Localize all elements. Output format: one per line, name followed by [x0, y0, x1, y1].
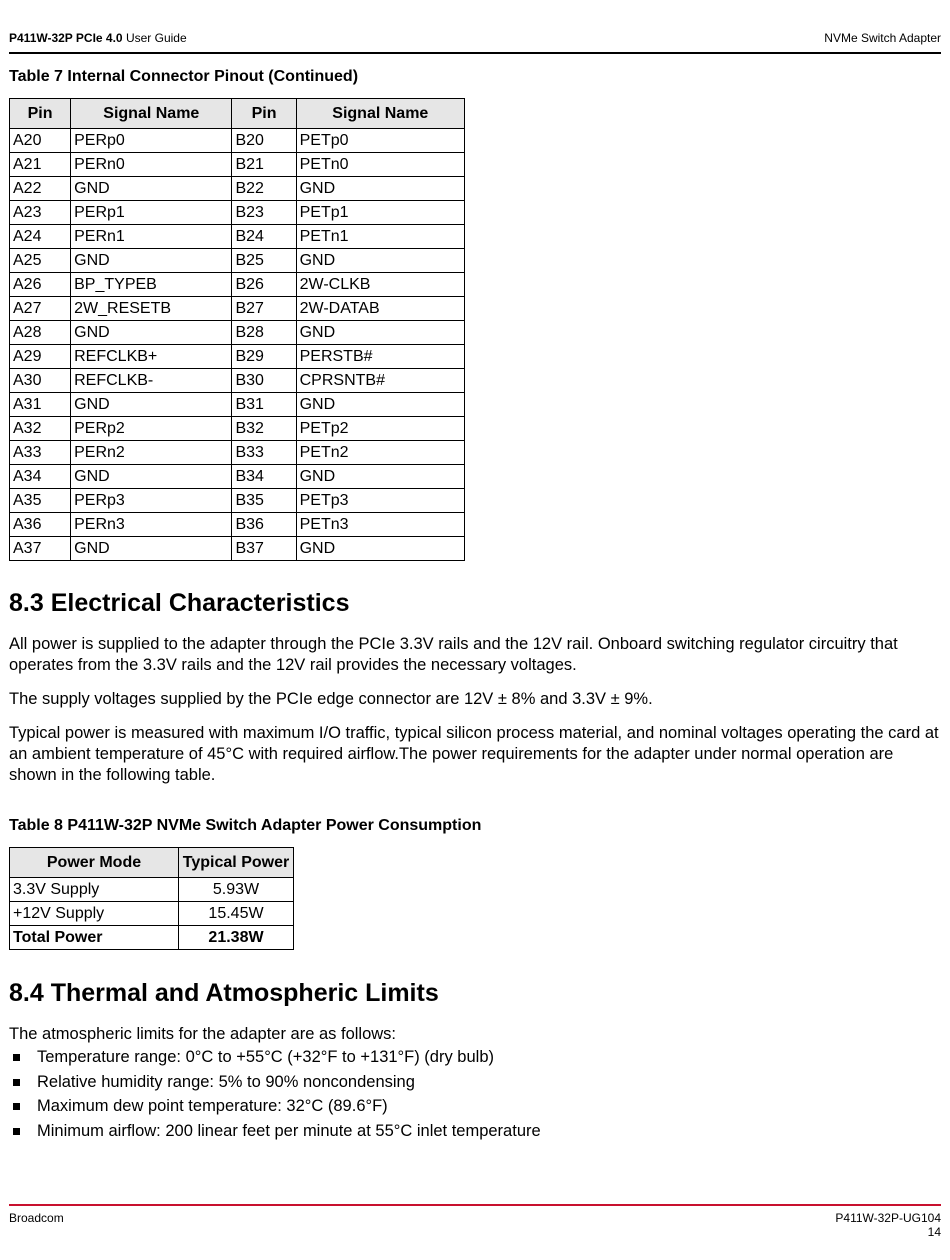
- table-cell: B33: [232, 441, 296, 465]
- table-cell: PETn1: [296, 225, 464, 249]
- table-cell: PERn1: [71, 225, 232, 249]
- table-cell: A27: [10, 297, 71, 321]
- paragraph: Typical power is measured with maximum I/O traffic, typical silicon process material, and nominal voltages operating the card at an ambient temperature of 45°C with required airflow.The power requirements for the adapter under normal operation are shown in the following table.: [9, 724, 939, 784]
- table-cell: A24: [10, 225, 71, 249]
- table-cell: A29: [10, 345, 71, 369]
- paragraph: The atmospheric limits for the adapter are as follows:: [9, 1025, 397, 1043]
- table-header-row: [10, 99, 465, 129]
- table-cell: A23: [10, 201, 71, 225]
- table-cell: GND: [296, 321, 464, 345]
- pinout-table: [9, 98, 465, 561]
- table-cell: GND: [296, 249, 464, 273]
- table-cell: 2W-DATAB: [296, 297, 464, 321]
- table-cell: PERp2: [71, 417, 232, 441]
- table-cell: REFCLKB+: [71, 345, 232, 369]
- table-cell: B34: [232, 465, 296, 489]
- table-row: [10, 201, 465, 225]
- table-cell: A22: [10, 177, 71, 201]
- power-consumption-table: [9, 847, 294, 950]
- paragraph: The supply voltages supplied by the PCIe edge connector are 12V ± 8% and 3.3V ± 9%.: [9, 690, 653, 708]
- table-cell: GND: [296, 177, 464, 201]
- list-item: [9, 1047, 541, 1072]
- table-cell: B35: [232, 489, 296, 513]
- table-cell: PERp0: [71, 129, 232, 153]
- section-heading-8-4: 8.4 Thermal and Atmospheric Limits: [9, 979, 439, 1007]
- table-cell: PETn0: [296, 153, 464, 177]
- header-section: NVMe Switch Adapter: [824, 31, 941, 45]
- bullet-square-icon: [13, 1054, 20, 1061]
- table-cell: GND: [296, 537, 464, 561]
- table8-caption: Table 8 P411W-32P NVMe Switch Adapter Power Consumption: [9, 817, 482, 834]
- table-cell: 21.38W: [179, 926, 294, 950]
- table-cell: A32: [10, 417, 71, 441]
- table-cell: B30: [232, 369, 296, 393]
- table-cell: GND: [71, 177, 232, 201]
- table-cell: B22: [232, 177, 296, 201]
- table-cell: A21: [10, 153, 71, 177]
- list-item-text: Minimum airflow: 200 linear feet per minute at 55°C inlet temperature: [37, 1121, 541, 1140]
- table-cell: GND: [71, 249, 232, 273]
- footer-company: Broadcom: [9, 1211, 64, 1225]
- table-row: [10, 297, 465, 321]
- list-item-text: Relative humidity range: 5% to 90% noncondensing: [37, 1072, 415, 1091]
- table-cell: GND: [296, 465, 464, 489]
- list-item-text: Temperature range: 0°C to +55°C (+32°F to +131°F) (dry bulb): [37, 1048, 494, 1066]
- table-header-row: [10, 848, 294, 878]
- table-cell: PETn3: [296, 513, 464, 537]
- header-product: P411W-32P PCIe 4.0: [9, 31, 123, 45]
- table-row: [10, 249, 465, 273]
- table-row: [10, 345, 465, 369]
- table-cell: BP_TYPEB: [71, 273, 232, 297]
- table-cell: 5.93W: [179, 878, 294, 902]
- table-row: [10, 153, 465, 177]
- table-cell: PETp0: [296, 129, 464, 153]
- table-cell: A34: [10, 465, 71, 489]
- table-row: [10, 465, 465, 489]
- table-row: [10, 902, 294, 926]
- table-cell: 3.3V Supply: [10, 878, 179, 902]
- table-cell: PERn2: [71, 441, 232, 465]
- table-row: [10, 513, 465, 537]
- table-row: [10, 177, 465, 201]
- table-cell: CPRSNTB#: [296, 369, 464, 393]
- table-cell: B20: [232, 129, 296, 153]
- table-cell: PERn0: [71, 153, 232, 177]
- table-cell: B37: [232, 537, 296, 561]
- table-cell: PERp3: [71, 489, 232, 513]
- table-cell: B31: [232, 393, 296, 417]
- bullet-square-icon: [13, 1103, 20, 1110]
- table-cell: REFCLKB-: [71, 369, 232, 393]
- column-header: Power Mode: [10, 848, 179, 878]
- table-cell: Total Power: [10, 926, 179, 950]
- table-cell: PETp1: [296, 201, 464, 225]
- table-cell: GND: [71, 465, 232, 489]
- table-row: [10, 225, 465, 249]
- table-cell: GND: [71, 393, 232, 417]
- table-row: [10, 321, 465, 345]
- table-cell: B29: [232, 345, 296, 369]
- page-header: [9, 31, 941, 49]
- table-cell: B24: [232, 225, 296, 249]
- table-row: [10, 537, 465, 561]
- table-cell: A35: [10, 489, 71, 513]
- list-item: [9, 1121, 541, 1146]
- table-cell: A26: [10, 273, 71, 297]
- column-header: Signal Name: [296, 99, 464, 129]
- list-item: [9, 1096, 541, 1121]
- table-row: [10, 369, 465, 393]
- table-cell: 2W_RESETB: [71, 297, 232, 321]
- table-row: [10, 273, 465, 297]
- bullet-square-icon: [13, 1079, 20, 1086]
- footer-doc-id: P411W-32P-UG104: [835, 1211, 941, 1225]
- table-cell: B21: [232, 153, 296, 177]
- table-cell: GND: [71, 537, 232, 561]
- table-cell: PERn3: [71, 513, 232, 537]
- table7-caption: Table 7 Internal Connector Pinout (Continued): [9, 68, 359, 85]
- table-cell: PERSTB#: [296, 345, 464, 369]
- column-header: Pin: [10, 99, 71, 129]
- footer-page-number: 14: [927, 1225, 941, 1239]
- table-cell: PETn2: [296, 441, 464, 465]
- table-cell: A37: [10, 537, 71, 561]
- table-row: [10, 417, 465, 441]
- table-cell: B27: [232, 297, 296, 321]
- table-cell: PETp3: [296, 489, 464, 513]
- table-cell: +12V Supply: [10, 902, 179, 926]
- table-cell: A36: [10, 513, 71, 537]
- table-cell: B32: [232, 417, 296, 441]
- footer-doc-info: [835, 1211, 941, 1239]
- table-cell: A25: [10, 249, 71, 273]
- section-heading-8-3: 8.3 Electrical Characteristics: [9, 589, 350, 617]
- table-cell: 15.45W: [179, 902, 294, 926]
- table-row: [10, 878, 294, 902]
- table-cell: GND: [296, 393, 464, 417]
- limits-list: [9, 1047, 541, 1145]
- table-cell: B36: [232, 513, 296, 537]
- table-cell: PERp1: [71, 201, 232, 225]
- column-header: Typical Power: [179, 848, 294, 878]
- header-title: [9, 31, 187, 45]
- paragraph: All power is supplied to the adapter through the PCIe 3.3V rails and the 12V rail. Onboard switching regulator circuitry that operates from the 3.3V rails and the 12V rail provides the necessary voltages.: [9, 635, 898, 674]
- header-rule: [9, 52, 941, 54]
- footer-rule: [9, 1204, 941, 1206]
- table-cell: 2W-CLKB: [296, 273, 464, 297]
- table-cell: B26: [232, 273, 296, 297]
- bullet-square-icon: [13, 1128, 20, 1135]
- table-row: [10, 393, 465, 417]
- table-row: [10, 489, 465, 513]
- header-doc-type: User Guide: [125, 31, 187, 45]
- total-row: [10, 926, 294, 950]
- table-row: [10, 441, 465, 465]
- column-header: Signal Name: [71, 99, 232, 129]
- table-cell: A28: [10, 321, 71, 345]
- table-row: [10, 129, 465, 153]
- list-item: [9, 1072, 541, 1097]
- table-cell: GND: [71, 321, 232, 345]
- table-cell: B28: [232, 321, 296, 345]
- table-cell: A31: [10, 393, 71, 417]
- table-cell: A20: [10, 129, 71, 153]
- table-cell: B23: [232, 201, 296, 225]
- table-cell: A33: [10, 441, 71, 465]
- table-cell: A30: [10, 369, 71, 393]
- table-cell: PETp2: [296, 417, 464, 441]
- table-cell: B25: [232, 249, 296, 273]
- list-item-text: Maximum dew point temperature: 32°C (89.6°F): [37, 1097, 388, 1115]
- column-header: Pin: [232, 99, 296, 129]
